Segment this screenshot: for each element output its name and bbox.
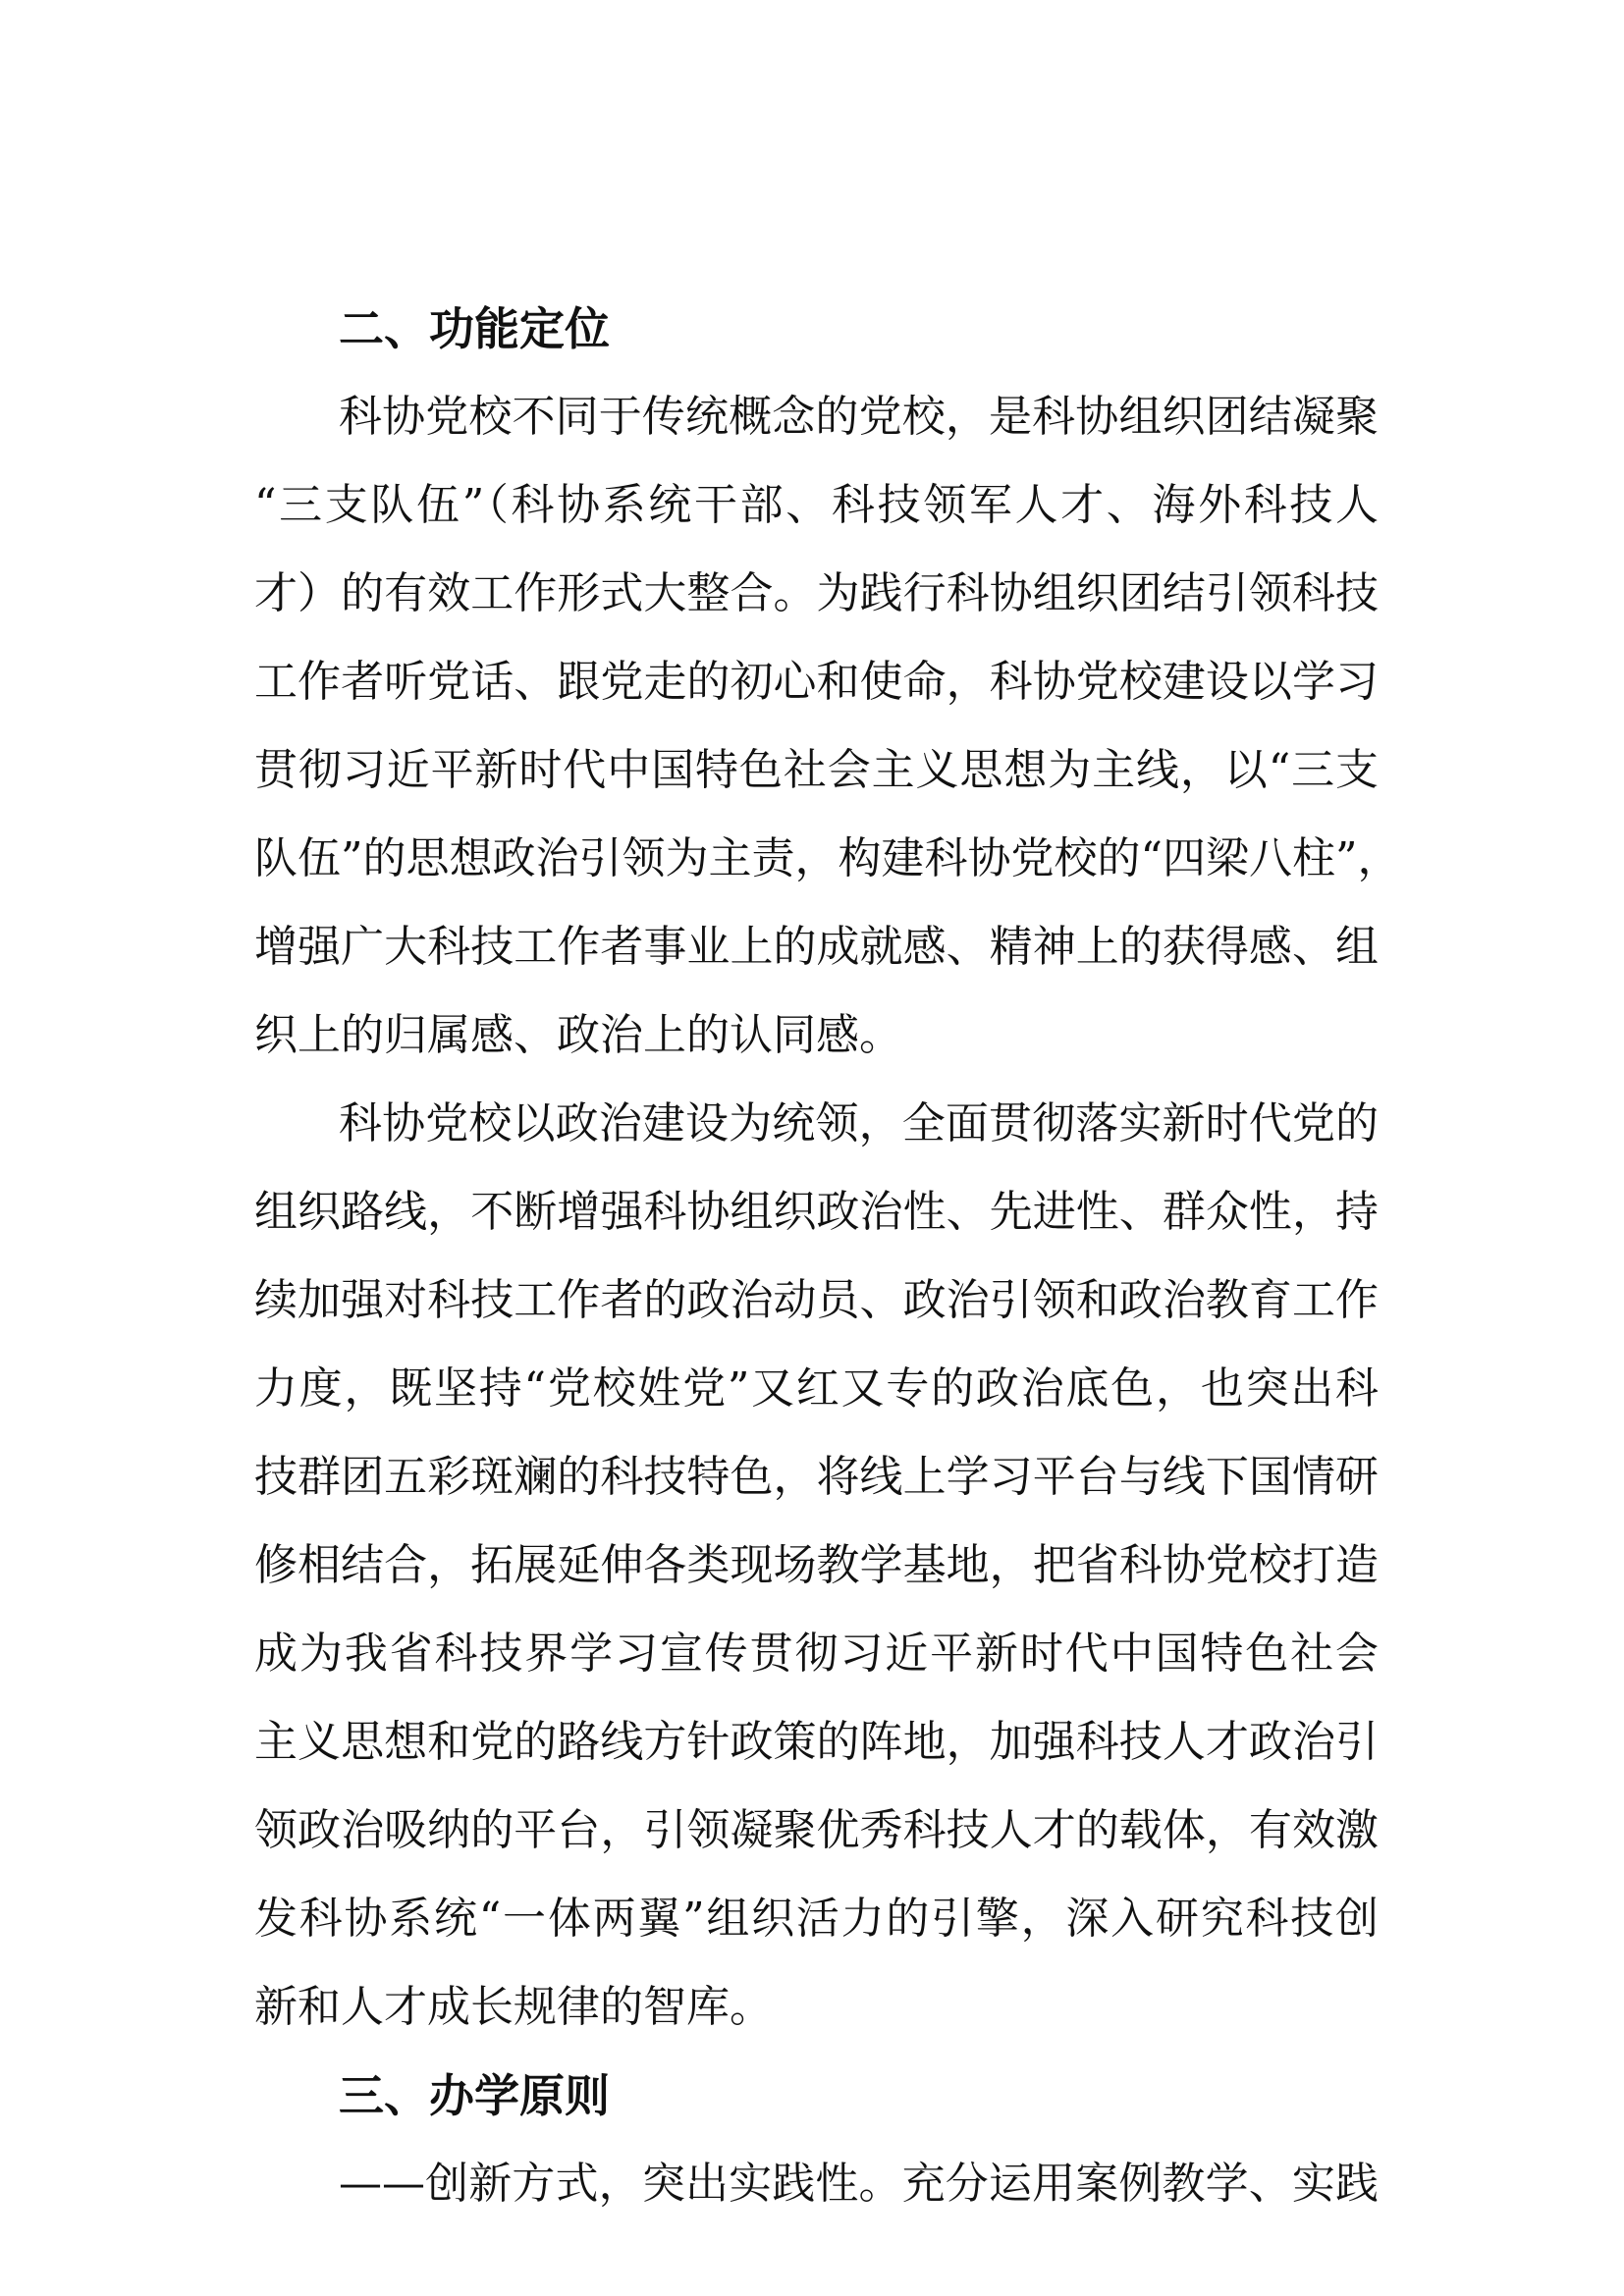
paragraph-line: 科协党校不同于传统概念的党校，是科协组织团结凝聚 <box>339 392 1379 442</box>
paragraph-line: 科协党校以政治建设为统领，全面贯彻落实新时代党的 <box>339 1098 1379 1148</box>
paragraph-line: 组织路线，不断增强科协组织政治性、先进性、群众性，持 <box>254 1187 1379 1237</box>
paragraph-line: 主义思想和党的路线方针政策的阵地，加强科技人才政治引 <box>254 1717 1379 1767</box>
paragraph-line: 成为我省科技界学习宣传贯彻习近平新时代中国特色社会 <box>254 1629 1379 1679</box>
paragraph-line: 工作者听党话、跟党走的初心和使命，科协党校建设以学习 <box>254 657 1379 707</box>
paragraph-line: ——创新方式，突出实践性。充分运用案例教学、实践 <box>339 2159 1379 2209</box>
paragraph-line: 续加强对科技工作者的政治动员、政治引领和政治教育工作 <box>254 1275 1379 1325</box>
paragraph-line: 新和人才成长规律的智库。 <box>254 1982 773 2032</box>
paragraph-line: 发科协系统“一体两翼”组织活力的引擎，深入研究科技创 <box>254 1894 1379 1944</box>
paragraph-line: 贯彻习近平新时代中国特色社会主义思想为主线，以“三支 <box>254 745 1379 795</box>
paragraph-line: 技群团五彩斑斓的科技特色，将线上学习平台与线下国情研 <box>254 1452 1379 1502</box>
paragraph-line: 力度，既坚持“党校姓党”又红又专的政治底色，也突出科 <box>254 1363 1379 1414</box>
paragraph-line: 领政治吸纳的平台，引领凝聚优秀科技人才的载体，有效激 <box>254 1805 1379 1855</box>
paragraph-line: 增强广大科技工作者事业上的成就感、精神上的获得感、组 <box>254 922 1379 972</box>
paragraph-line: “三支队伍”（科协系统干部、科技领军人才、海外科技人 <box>254 480 1379 530</box>
section-heading-school-principles: 三、办学原则 <box>339 2069 610 2122</box>
paragraph-line: 才）的有效工作形式大整合。为践行科协组织团结引领科技 <box>254 568 1379 618</box>
paragraph-line: 队伍”的思想政治引领为主责，构建科协党校的“四梁八柱”， <box>254 833 1401 883</box>
paragraph-line: 修相结合，拓展延伸各类现场教学基地，把省科协党校打造 <box>254 1540 1379 1590</box>
paragraph-line: 织上的归属感、政治上的认同感。 <box>254 1010 902 1060</box>
section-heading-function-positioning: 二、功能定位 <box>339 302 610 355</box>
